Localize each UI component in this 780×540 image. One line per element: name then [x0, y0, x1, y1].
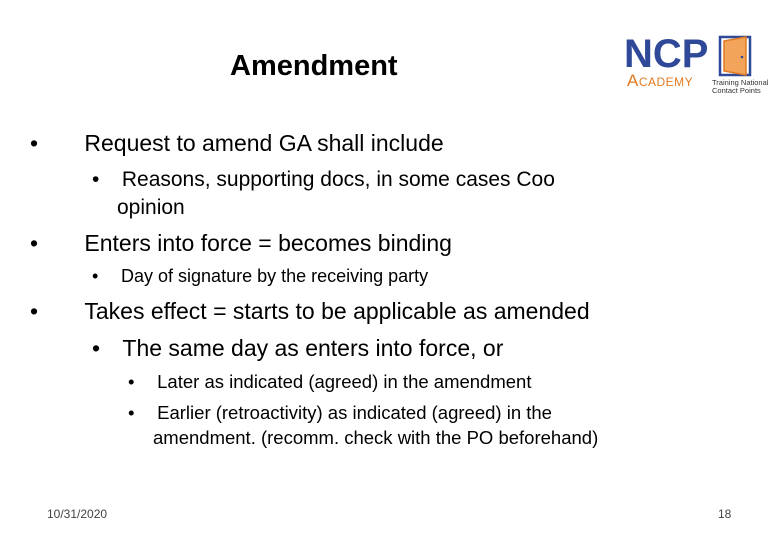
ncp-academy-logo	[624, 34, 770, 100]
bullet-dot: •	[92, 168, 100, 191]
bullet-text: amendment. (recomm. check with the PO beforehand)	[153, 427, 599, 448]
logo-tagline-line-2: Contact Points	[712, 86, 761, 95]
bullet-text: opinion	[117, 196, 185, 219]
bullet-takes-effect	[30, 298, 590, 325]
bullet-request-amend	[30, 130, 444, 157]
bullet-text: Day of signature by the receiving party	[121, 266, 429, 286]
footer-date: 10/31/2020	[47, 507, 108, 521]
sub-bullet-reasons-continued	[117, 196, 185, 220]
bullet-dot: •	[30, 230, 39, 256]
bullet-dot: •	[92, 266, 99, 286]
bullet-text: Reasons, supporting docs, in some cases Coo	[121, 168, 555, 191]
bullet-text: Earlier (retroactivity) as indicated (agreed) in the	[157, 402, 552, 423]
slide-title: Amendment	[230, 50, 398, 82]
bullet-dot: •	[128, 402, 135, 423]
sub-sub-bullet-earlier-continued	[153, 427, 598, 449]
bullet-text: Request to amend GA shall include	[84, 130, 444, 156]
bullet-dot: •	[92, 335, 101, 361]
logo-brand: NCP	[624, 32, 709, 76]
sub-bullet-day-signature	[92, 266, 428, 287]
bullet-text: Enters into force = becomes binding	[84, 230, 452, 256]
logo-sub-brand: Academy	[627, 71, 694, 90]
logo-tagline	[712, 79, 772, 95]
bullet-text: The same day as enters into force, or	[122, 335, 504, 361]
bullet-dot: •	[30, 298, 39, 324]
bullet-text: Takes effect = starts to be applicable as amended	[84, 298, 590, 324]
sub-sub-bullet-earlier	[128, 402, 552, 424]
bullet-dot: •	[128, 371, 135, 392]
sub-bullet-reasons	[92, 168, 555, 192]
bullet-text: Later as indicated (agreed) in the amendment	[157, 371, 532, 392]
door-icon	[716, 34, 760, 78]
sub-sub-bullet-later	[128, 371, 531, 393]
bullet-dot: •	[30, 130, 39, 156]
logo-tagline-line-1: Training National	[712, 78, 769, 87]
sub-bullet-same-day	[92, 335, 503, 362]
bullet-enters-force	[30, 230, 452, 257]
slide-number: 18	[718, 507, 732, 521]
